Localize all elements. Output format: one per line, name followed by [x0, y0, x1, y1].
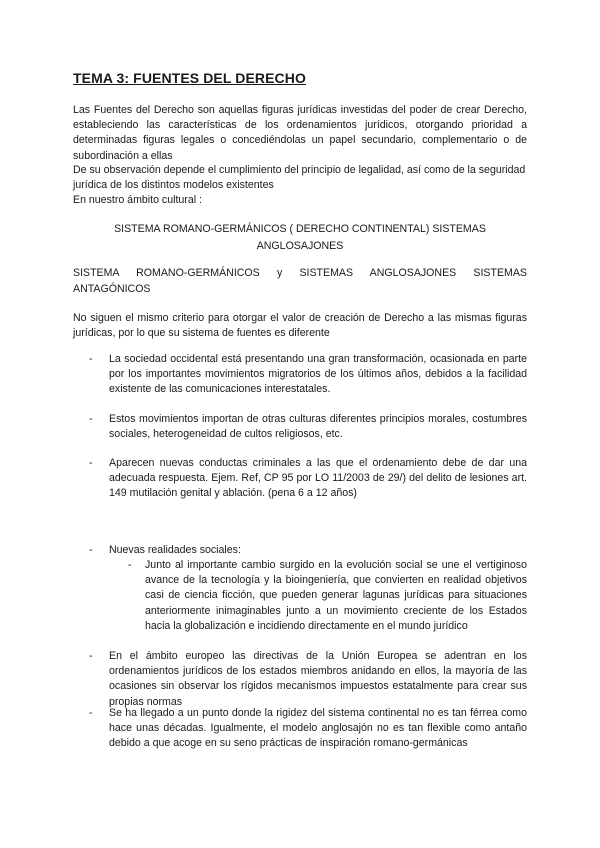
list-item — [89, 706, 527, 752]
bullet-dash: - — [89, 413, 93, 425]
sub-bullet-text: Junto al importante cambio surgido en la evolución social se une el vertiginoso avance de la tecnología y la bioingeniería, que convierten en realidad objetivos casi de ciencia ficción, que pueden generar lagunas jurídicas para situaciones anteriormente inimaginables junto a un movimiento creciente de los Estados hacia la globalización e incidiendo directamente en el mundo jurídico — [145, 559, 527, 632]
list-item — [89, 352, 527, 398]
criterio-paragraph: No siguen el mismo criterio para otorgar el valor de creación de Derecho a las mismas figuras jurídicas, por lo que su sistema de fuentes es diferente — [73, 312, 527, 340]
bullet-dash: - — [89, 457, 93, 469]
bullet-dash: - — [89, 353, 93, 365]
sub-list-item — [128, 558, 527, 634]
bullet-text: Aparecen nuevas conductas criminales a las que el ordenamiento debe de dar una adecuada respuesta. Ejem. Ref, CP 95 por LO 11/2003 de 29/) del delito de lesiones art. 149 mutilación genital y ablación. (pena 6 a 12 años) — [109, 457, 527, 500]
bullet-text: En el ámbito europeo las directivas de la Unión Europea se adentran en los ordenamientos jurídicos de los estados miembros anidando en ellos, la mayoría de las ocasiones sin observar los rígidos mecanismos impuestos estatalmente para crear sus propias normas — [109, 650, 527, 708]
systems-heading: SISTEMA ROMANO-GERMÁNICOS ( DERECHO CONTINENTAL) SISTEMAS ANGLOSAJONES — [114, 223, 486, 252]
bullet-dash: - — [128, 559, 132, 571]
bullet-text: Se ha llegado a un punto donde la rigidez del sistema continental no es tan férrea como hace unas décadas. Igualmente, el modelo anglosajón no es tan flexible como antaño debido a que acoge en su seno prácticas de inspiración romano-germánicas — [109, 707, 527, 750]
bullet-text: Estos movimientos importan de otras culturas diferentes principios morales, costumbres sociales, heterogeneidad de cultos religiosos, etc. — [109, 413, 527, 441]
bullet-dash: - — [89, 707, 93, 719]
list-item — [89, 543, 527, 558]
bullet-text: La sociedad occidental está presentando una gran transformación, ocasionada en parte por los importantes movimientos migratorios de los últimos años, debidos a la facilidad existente de las comunicaciones interestatales. — [109, 353, 527, 396]
bullet-text: Nuevas realidades sociales: — [109, 544, 241, 556]
ambito-paragraph: En nuestro ámbito cultural : — [73, 194, 202, 206]
intro-paragraph: Las Fuentes del Derecho son aquellas figuras jurídicas investidas del poder de crear Derecho, estableciendo las características de los ordenamientos jurídicos, otorgando prioridad a determinadas figuras legales o concediéndolas un papel secundario, complementario o de subordinación a ellas — [73, 104, 527, 162]
page-title: TEMA 3: FUENTES DEL DERECHO — [73, 70, 306, 86]
list-item — [89, 412, 527, 442]
list-item — [89, 456, 527, 502]
bullet-dash: - — [89, 544, 93, 556]
bullet-dash: - — [89, 650, 93, 662]
legalidad-paragraph: De su observación depende el cumplimiento del principio de legalidad, así como de la seguridad jurídica de los distintos modelos existentes — [73, 164, 526, 192]
antagonicos-paragraph: SISTEMA ROMANO-GERMÁNICOS y SISTEMAS ANGLOSAJONES SISTEMAS ANTAGÓNICOS — [73, 267, 527, 295]
list-item — [89, 649, 527, 710]
